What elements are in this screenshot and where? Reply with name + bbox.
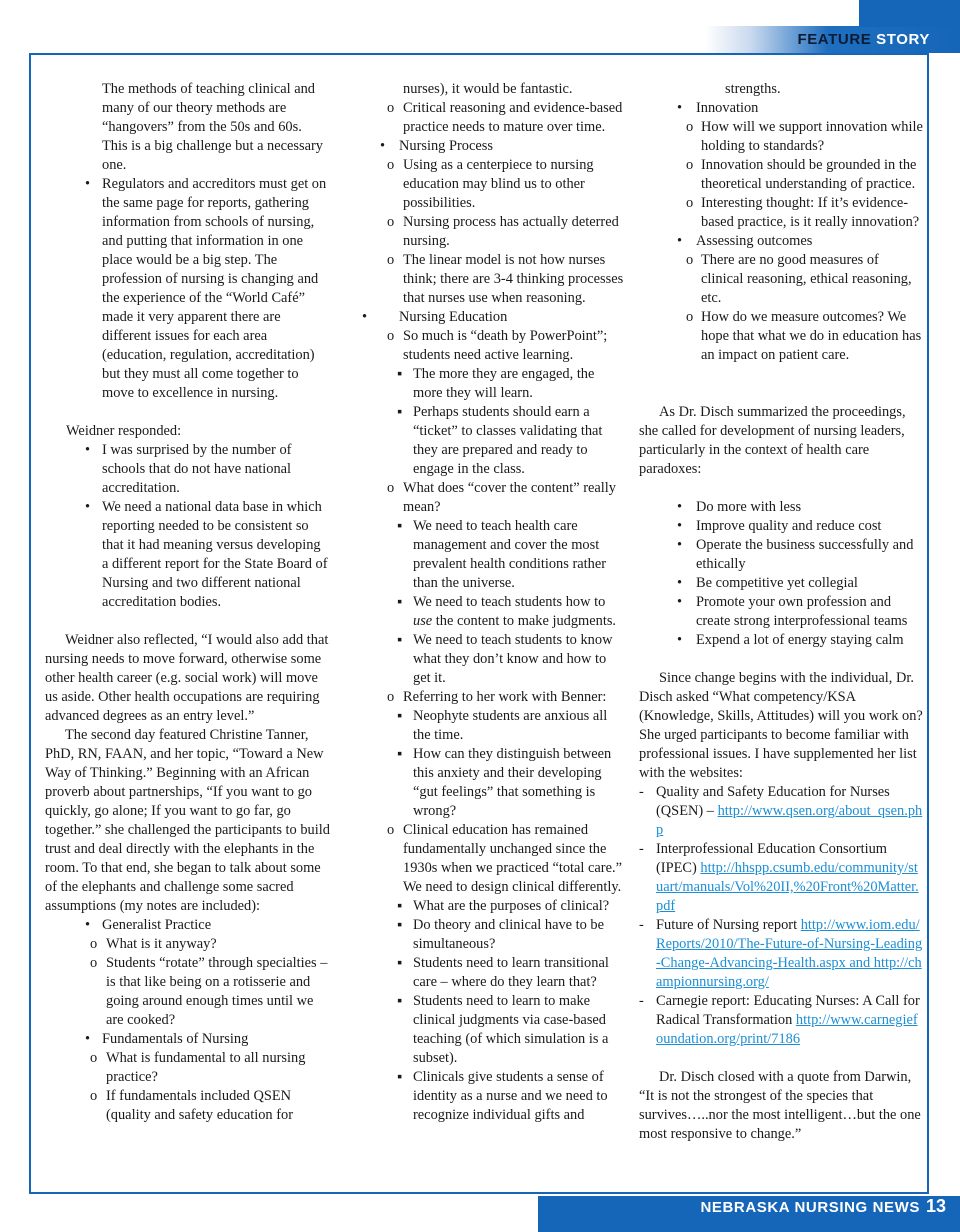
list-item: o There are no good measures of clinical reasoning, ethical reasoning, etc. <box>686 252 912 306</box>
list-item: ▪ What are the purposes of clinical? <box>397 898 610 914</box>
resource-item: - Carnegie report: Educating Nurses: A Call for Radical Transformation http://www.carnegiefoundation.org/print/7186 <box>639 993 920 1047</box>
list-item: ▪ We need to teach students how to use the content to make judgments. <box>397 594 617 629</box>
resource-link[interactable]: http://www.carnegiefoundation.org/print/7186 <box>656 1012 918 1047</box>
list-item: o Interesting thought: If it’s evidence-based practice, is it really innovation? <box>686 195 920 230</box>
list-item: o Referring to her work with Benner: <box>387 689 607 705</box>
column-1 <box>45 80 330 1125</box>
page-number: 13 <box>925 1196 946 1216</box>
resource-link[interactable]: http://www.qsen.org/about_qsen.php <box>656 803 923 838</box>
list-item: o The linear model is not how nurses think; there are 3-4 thinking processes that nurses use when reasoning. <box>387 252 624 306</box>
list-item: • Generalist Practice <box>85 917 212 933</box>
list-item: ▪ We need to teach students to know what they don’t know and how to get it. <box>397 632 613 686</box>
list-item: • We need a national data base in which reporting needed to be consistent so that it had meaning versus developing a different report for the State Board of Nursing and two different national accreditation bodies. <box>85 499 328 610</box>
list-item: ▪ Neophyte students are anxious all the time. <box>397 708 608 743</box>
list-item: • Nursing Process <box>380 138 493 154</box>
resource-link[interactable]: http://hhspp.csumb.edu/community/stuart/manuals/Vol%20II,%20Front%20Matter.pdf <box>656 860 919 914</box>
list-item: • Promote your own profession and create strong interprofessional teams <box>677 594 908 629</box>
list-item: • I was surprised by the number of schools that do not have national accreditation. <box>85 442 292 496</box>
list-item: o What is it anyway? <box>90 936 217 952</box>
list-item: • Be competitive yet collegial <box>677 575 858 591</box>
list-item: • Fundamentals of Nursing <box>85 1031 249 1047</box>
list-item-continued: nurses), it would be fantastic. <box>403 81 573 97</box>
list-item: o Clinical education has remained fundamentally unchanged since the 1930s when we practiced “total care.” We need to design clinical differently. <box>387 822 622 895</box>
header-corner-tab <box>859 0 960 27</box>
list-item: o What does “cover the content” really mean? <box>387 480 616 515</box>
paragraph: Weidner also reflected, “I would also add that nursing needs to move forward, otherwise some other health career (e.g. social work) will move us aside. Other health occupations are requiring advanced degrees as an entry level.” <box>45 632 329 724</box>
list-item: • Expend a lot of energy staying calm <box>677 632 904 648</box>
list-item: o How will we support innovation while holding to standards? <box>686 119 923 154</box>
list-item: ▪ Clinicals give students a sense of identity as a nurse and we need to recognize individual gifts and <box>397 1069 608 1123</box>
list-item: ▪ How can they distinguish between this anxiety and their developing “gut feelings” that something is wrong? <box>397 746 612 819</box>
list-item: o So much is “death by PowerPoint”; students need active learning. <box>387 328 608 363</box>
resource-item: - Interprofessional Education Consortium (IPEC) http://hhspp.csumb.edu/community/stuart/manuals/Vol%20II,%20Front%20Matter.pdf <box>639 841 919 914</box>
list-item-continued: strengths. <box>725 81 781 97</box>
list-item: • Do more with less <box>677 499 802 515</box>
section-label-word1: FEATURE <box>797 31 872 48</box>
paragraph-continued: The methods of teaching clinical and many of our theory methods are “hangovers” from the 50s and 60s. This is a big challenge but a necessary one. <box>102 81 323 173</box>
list-item: o Students “rotate” through specialties – is that like being on a rotisserie and going around enough times until we are cooked? <box>90 955 328 1028</box>
column-3 <box>639 80 924 1144</box>
paragraph: Dr. Disch closed with a quote from Darwin, “It is not the strongest of the species that survives…..nor the most intelligent…but the one most responsive to change.” <box>639 1069 921 1142</box>
resource-item: - Quality and Safety Education for Nurses (QSEN) – http://www.qsen.org/about_qsen.php <box>639 784 923 838</box>
resource-link[interactable]: http://www.iom.edu/Reports/2010/The-Future-of-Nursing-Leading-Change-Advancing-Health.aspx and http://championnursing.org/ <box>656 917 923 990</box>
list-item: • Regulators and accreditors must get on the same page for reports, gathering information from schools of nursing, and putting that information in one place would be a big step. The profession of nursing is changing and the experience of the “World Café” made it very apparent there are different issues for each area (education, regulation, accreditation) but they must all come together to move to excellence in nursing. <box>85 176 327 401</box>
list-item: • Assessing outcomes <box>677 233 813 249</box>
list-item: o What is fundamental to all nursing practice? <box>90 1050 306 1085</box>
paragraph: As Dr. Disch summarized the proceedings, she called for development of nursing leaders, particularly in the context of health care paradoxes: <box>639 404 906 477</box>
list-item: ▪ Students need to learn to make clinical judgments via case-based teaching (of which simulation is a subset). <box>397 993 609 1066</box>
list-item: ▪ Perhaps students should earn a “ticket” to classes validating that they are prepared and ready to engage in the class. <box>397 404 603 477</box>
list-item: • Nursing Education <box>362 309 508 325</box>
list-item: • Innovation <box>677 100 759 116</box>
resource-item: - Future of Nursing report http://www.iom.edu/Reports/2010/The-Future-of-Nursing-Leading-Change-Advancing-Health.aspx and http://championnursing.org/ <box>639 917 923 990</box>
list-item: o Using as a centerpiece to nursing education may blind us to other possibilities. <box>387 157 594 211</box>
publication-name: NEBRASKA NURSING NEWS <box>700 1199 920 1216</box>
list-item: ▪ We need to teach health care management and cover the most prevalent health conditions rather than the universe. <box>397 518 607 591</box>
paragraph: Weidner responded: <box>66 423 182 439</box>
section-label <box>797 31 930 48</box>
section-label-word2: STORY <box>876 31 930 48</box>
paragraph: The second day featured Christine Tanner, PhD, RN, FAAN, and her topic, “Toward a New Way of Thinking.” Beginning with an African proverb about partnerships, “If you want to go quickly, go alone; If you want to go far, go together.” she challenged the participants to build trust and deal directly with the elephants in the room. To that end, she began to talk about some of the elephants and challenge some sacred assumptions (my notes are included): <box>45 727 330 914</box>
list-item: o Critical reasoning and evidence-based practice needs to mature over time. <box>387 100 623 135</box>
list-item: ▪ Do theory and clinical have to be simultaneous? <box>397 917 605 952</box>
list-item: o If fundamentals included QSEN (quality and safety education for <box>90 1088 294 1123</box>
list-item: o Innovation should be grounded in the theoretical understanding of practice. <box>686 157 917 192</box>
column-2 <box>362 80 627 1125</box>
list-item: o Nursing process has actually deterred nursing. <box>387 214 619 249</box>
list-item: o How do we measure outcomes? We hope that what we do in education has an impact on patient care. <box>686 309 922 363</box>
list-item: ▪ The more they are engaged, the more they will learn. <box>397 366 595 401</box>
list-item: • Operate the business successfully and ethically <box>677 537 914 572</box>
list-item: ▪ Students need to learn transitional care – where do they learn that? <box>397 955 609 990</box>
paragraph: Since change begins with the individual, Dr. Disch asked “What competency/KSA (Knowledge, Skills, Attitudes) will you work on? She urged participants to become familiar with professional issues. I have supplemented her list with the websites: <box>639 670 923 781</box>
list-item: • Improve quality and reduce cost <box>677 518 882 534</box>
